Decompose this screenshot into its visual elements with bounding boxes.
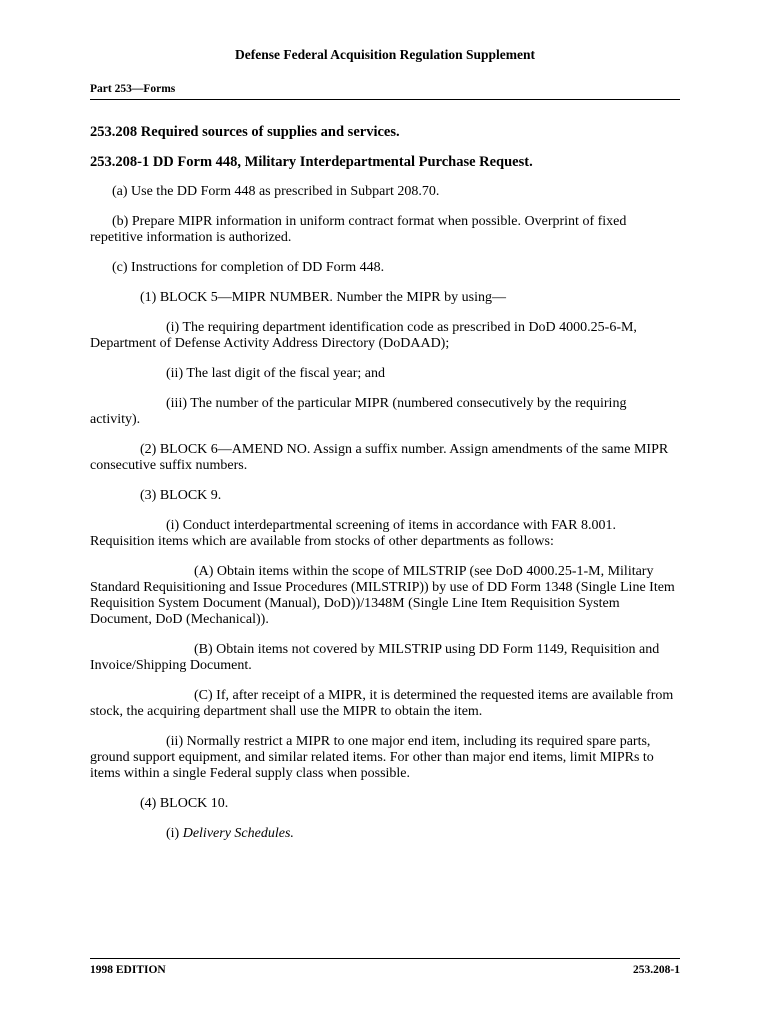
page-header-title: Defense Federal Acquisition Regulation Supplement [234,47,535,62]
paragraph-c4: (4) BLOCK 10. [140,796,229,811]
paragraph-c2: (2) BLOCK 6—AMEND NO. Assign a suffix number. Assign amendments of the same MIPR consecutive suffix numbers. [90,442,669,473]
footer-divider [90,958,680,959]
document-page [90,0,680,1024]
paragraph-c3-i: (i) Conduct interdepartmental screening of items in accordance with FAR 8.001. Requisition items which are available from stocks of other departments as follows: [90,518,616,549]
paragraph-c3: (3) BLOCK 9. [140,488,222,503]
paragraph-c: (c) Instructions for completion of DD Form 448. [112,260,385,275]
paragraph-b: (b) Prepare MIPR information in uniform contract format when possible. Overprint of fixed repetitive information is authorized. [90,214,627,245]
document-body [90,124,680,856]
paragraph-a: (a) Use the DD Form 448 as prescribed in Subpart 208.70. [112,184,440,199]
paragraph-c1-i: (i) The requiring department identification code as prescribed in DoD 4000.25-6-M, Department of Defense Activity Address Directory (DoDAAD); [90,320,637,351]
paragraph-c1-ii: (ii) The last digit of the fiscal year; and [166,366,386,381]
paragraph-c3-i-A: (A) Obtain items within the scope of MILSTRIP (see DoD 4000.25-1-M, Military Standard Requisitioning and Issue Procedures (MILSTRIP)) by use of DD Form 1348 (Single Line Item Requisition System Document (Manual), DoD))/1348M (Single Line Item Requisition System Document, DoD (Mechanical)). [90,564,675,627]
subsection-heading: 253.208-1 DD Form 448, Military Interdepartmental Purchase Request. [90,154,533,170]
paragraph-c1-iii: (iii) The number of the particular MIPR (numbered consecutively by the requiring activity). [90,396,627,427]
header-divider [90,99,680,100]
paragraph-c4-i-title: Delivery Schedules. [182,826,294,841]
section-heading: 253.208 Required sources of supplies and services. [90,124,400,140]
paragraph-c4-i [90,826,680,842]
footer-edition: 1998 EDITION [90,964,166,976]
paragraph-c3-i-C: (C) If, after receipt of a MIPR, it is determined the requested items are available from stock, the acquiring department shall use the MIPR to obtain the item. [90,688,674,719]
paragraph-c1: (1) BLOCK 5—MIPR NUMBER. Number the MIPR by using— [140,290,506,305]
paragraph-c4-i-number: (i) [166,826,180,841]
paragraph-c3-i-B: (B) Obtain items not covered by MILSTRIP using DD Form 1149, Requisition and Invoice/Shipping Document. [90,642,660,673]
paragraph-c3-ii: (ii) Normally restrict a MIPR to one major end item, including its required spare parts, ground support equipment, and similar related items. For other than major end items, limit MIPRs to items within a single Federal supply class when possible. [90,734,654,781]
page-header-part: Part 253—Forms [90,83,176,95]
footer-page-number: 253.208-1 [633,964,680,976]
